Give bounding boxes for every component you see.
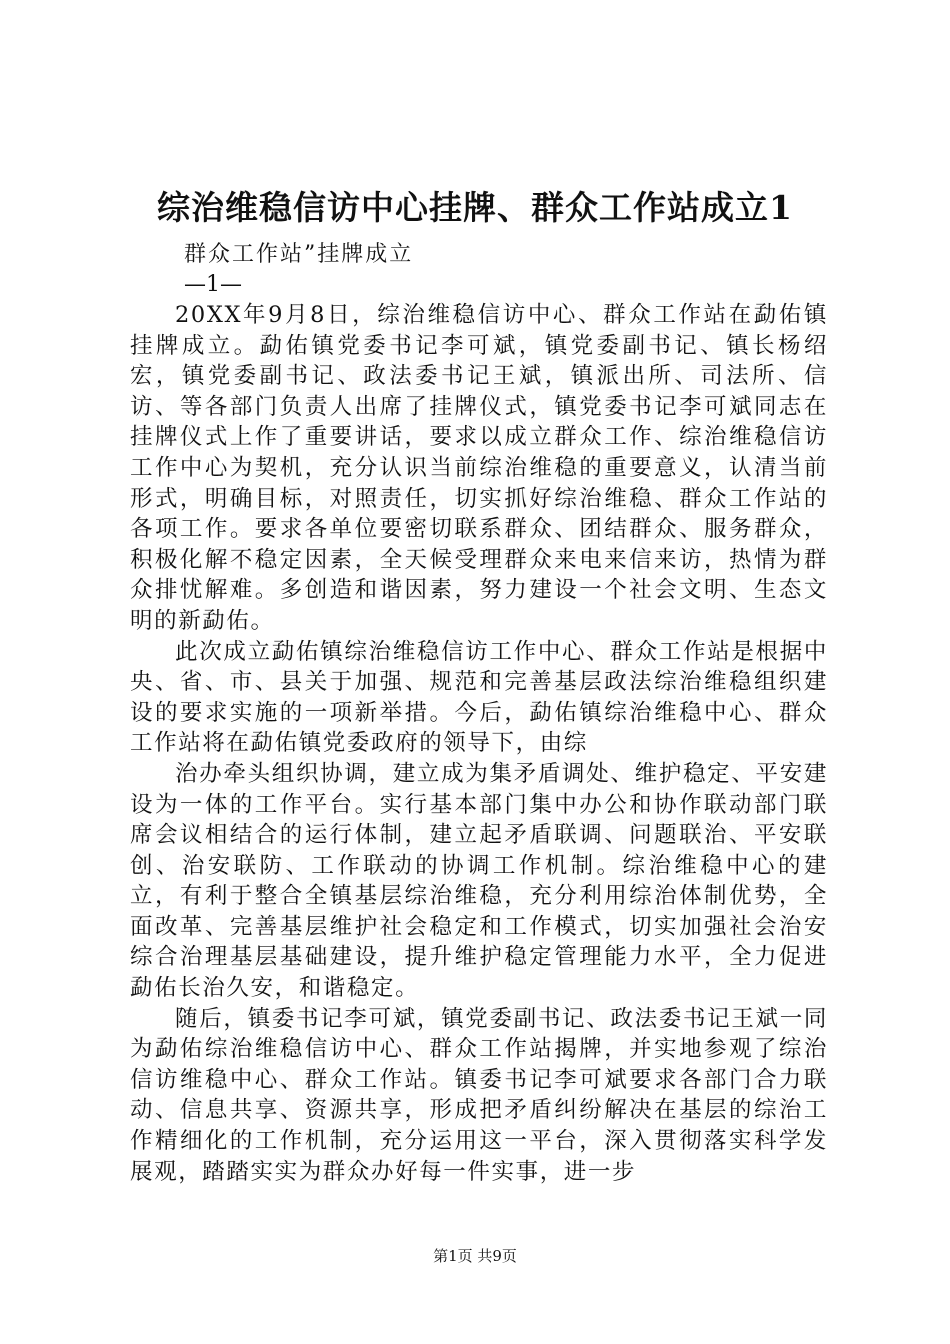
inline-page-marker: —1—	[184, 272, 242, 297]
document-title: 综治维稳信访中心挂牌、群众工作站成立1	[157, 188, 793, 227]
document-subtitle: 群众工作站”挂牌成立	[184, 242, 414, 267]
page-footer: 第1页 共9页	[433, 1247, 517, 1265]
body-paragraph: 此次成立勐佑镇综治维稳信访工作中心、群众工作站是根据中央、省、市、县关于加强、规范和完善基层政法综治维稳组织建设的要求实施的一项新举措。今后，勐佑镇综治维稳中心、群众工作站将在勐佑镇党委政府的领导下，由综	[130, 638, 828, 757]
body-paragraph: 20XX年9月8日，综治维稳信访中心、群众工作站在勐佑镇挂牌成立。勐佑镇党委书记李可斌，镇党委副书记、镇长杨绍宏，镇党委副书记、政法委书记王斌，镇派出所、司法所、信访、等各部门负责人出席了挂牌仪式，镇党委书记李可斌同志在挂牌仪式上作了重要讲话，要求以成立群众工作、综治维稳信访工作中心为契机，充分认识当前综治维稳的重要意义，认清当前形式，明确目标，对照责任，切实抓好综治维稳、群众工作站的各项工作。要求各单位要密切联系群众、团结群众、服务群众，积极化解不稳定因素，全天候受理群众来电来信来访，热情为群众排忧解难。多创造和谐因素，努力建设一个社会文明、生态文明的新勐佑。	[130, 302, 828, 634]
document-body	[130, 300, 828, 1187]
body-paragraph: 随后，镇委书记李可斌，镇党委副书记、政法委书记王斌一同为勐佑综治维稳信访中心、群众工作站揭牌，并实地参观了综治信访维稳中心、群众工作站。镇委书记李可斌要求各部门合力联动、信息共享、资源共享，形成把矛盾纠纷解决在基层的综治工作精细化的工作机制，充分运用这一平台，深入贯彻落实科学发展观，踏踏实实为群众办好每一件实事，进一步	[130, 1005, 828, 1185]
body-paragraph: 治办牵头组织协调，建立成为集矛盾调处、维护稳定、平安建设为一体的工作平台。实行基本部门集中办公和协作联动部门联席会议相结合的运行体制，建立起矛盾联调、问题联治、平安联创、治安联防、工作联动的协调工作机制。综治维稳中心的建立，有利于整合全镇基层综治维稳，充分利用综治体制优势，全面改革、完善基层维护社会稳定和工作模式，切实加强社会治安综合治理基层基础建设，提升维护稳定管理能力水平，全力促进勐佑长治久安，和谐稳定。	[130, 760, 828, 1002]
